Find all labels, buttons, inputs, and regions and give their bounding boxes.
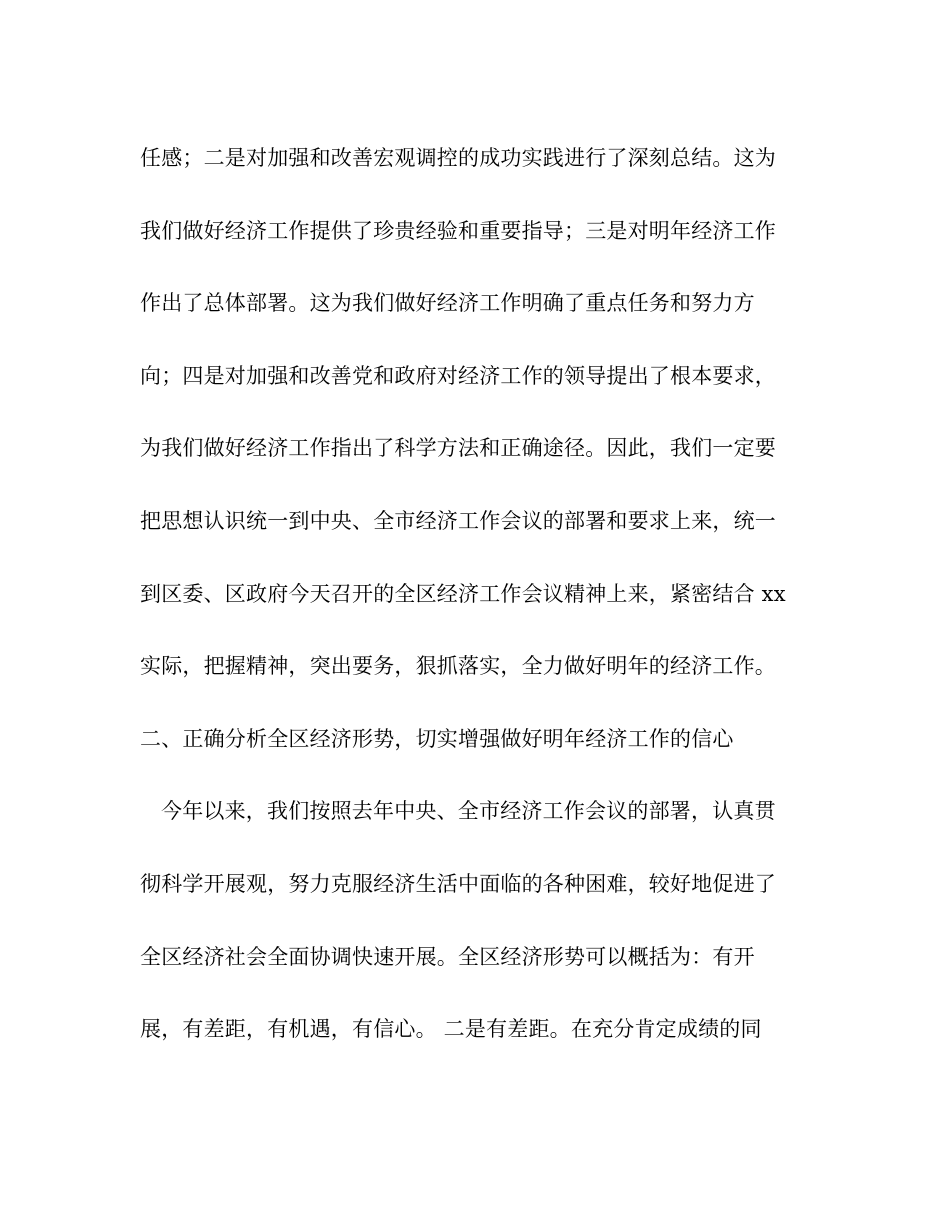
body-text (140, 128, 810, 1072)
text-line: 实际，把握精神，突出要务，狠抓落实，全力做好明年的经济工作。 (140, 654, 776, 679)
text-line: 把思想认识统一到中央、全市经济工作会议的部署和要求上来，统一 (140, 508, 776, 533)
text-line: 彻科学开展观，努力克服经济生活中面临的各种困难，较好地促进了 (140, 871, 776, 896)
text-line: 我们做好经济工作提供了珍贵经验和重要指导；三是对明年经济工作 (140, 218, 776, 243)
text-line: 全区经济社会全面协调快速开展。全区经济形势可以概括为：有开 (140, 944, 755, 969)
text-line: 到区委、区政府今天召开的全区经济工作会议精神上来，紧密结合 xx (140, 581, 786, 606)
text-line: 作出了总体部署。这为我们做好经济工作明确了重点任务和努力方 (140, 291, 755, 316)
section-heading: 二、正确分析全区经济形势，切实增强做好明年经济工作的信心 (140, 726, 734, 751)
text-line: 为我们做好经济工作指出了科学方法和正确途径。因此，我们一定要 (140, 436, 776, 461)
text-line: 任感；二是对加强和改善宏观调控的成功实践进行了深刻总结。这为 (140, 146, 776, 170)
paragraph-first-line: 今年以来，我们按照去年中央、全市经济工作会议的部署，认真贯 (161, 799, 776, 824)
text-line: 展，有差距，有机遇，有信心。 二是有差距。在充分肯定成绩的同 (140, 1017, 762, 1042)
text-line: 向；四是对加强和改善党和政府对经济工作的领导提出了根本要求， (140, 363, 776, 388)
